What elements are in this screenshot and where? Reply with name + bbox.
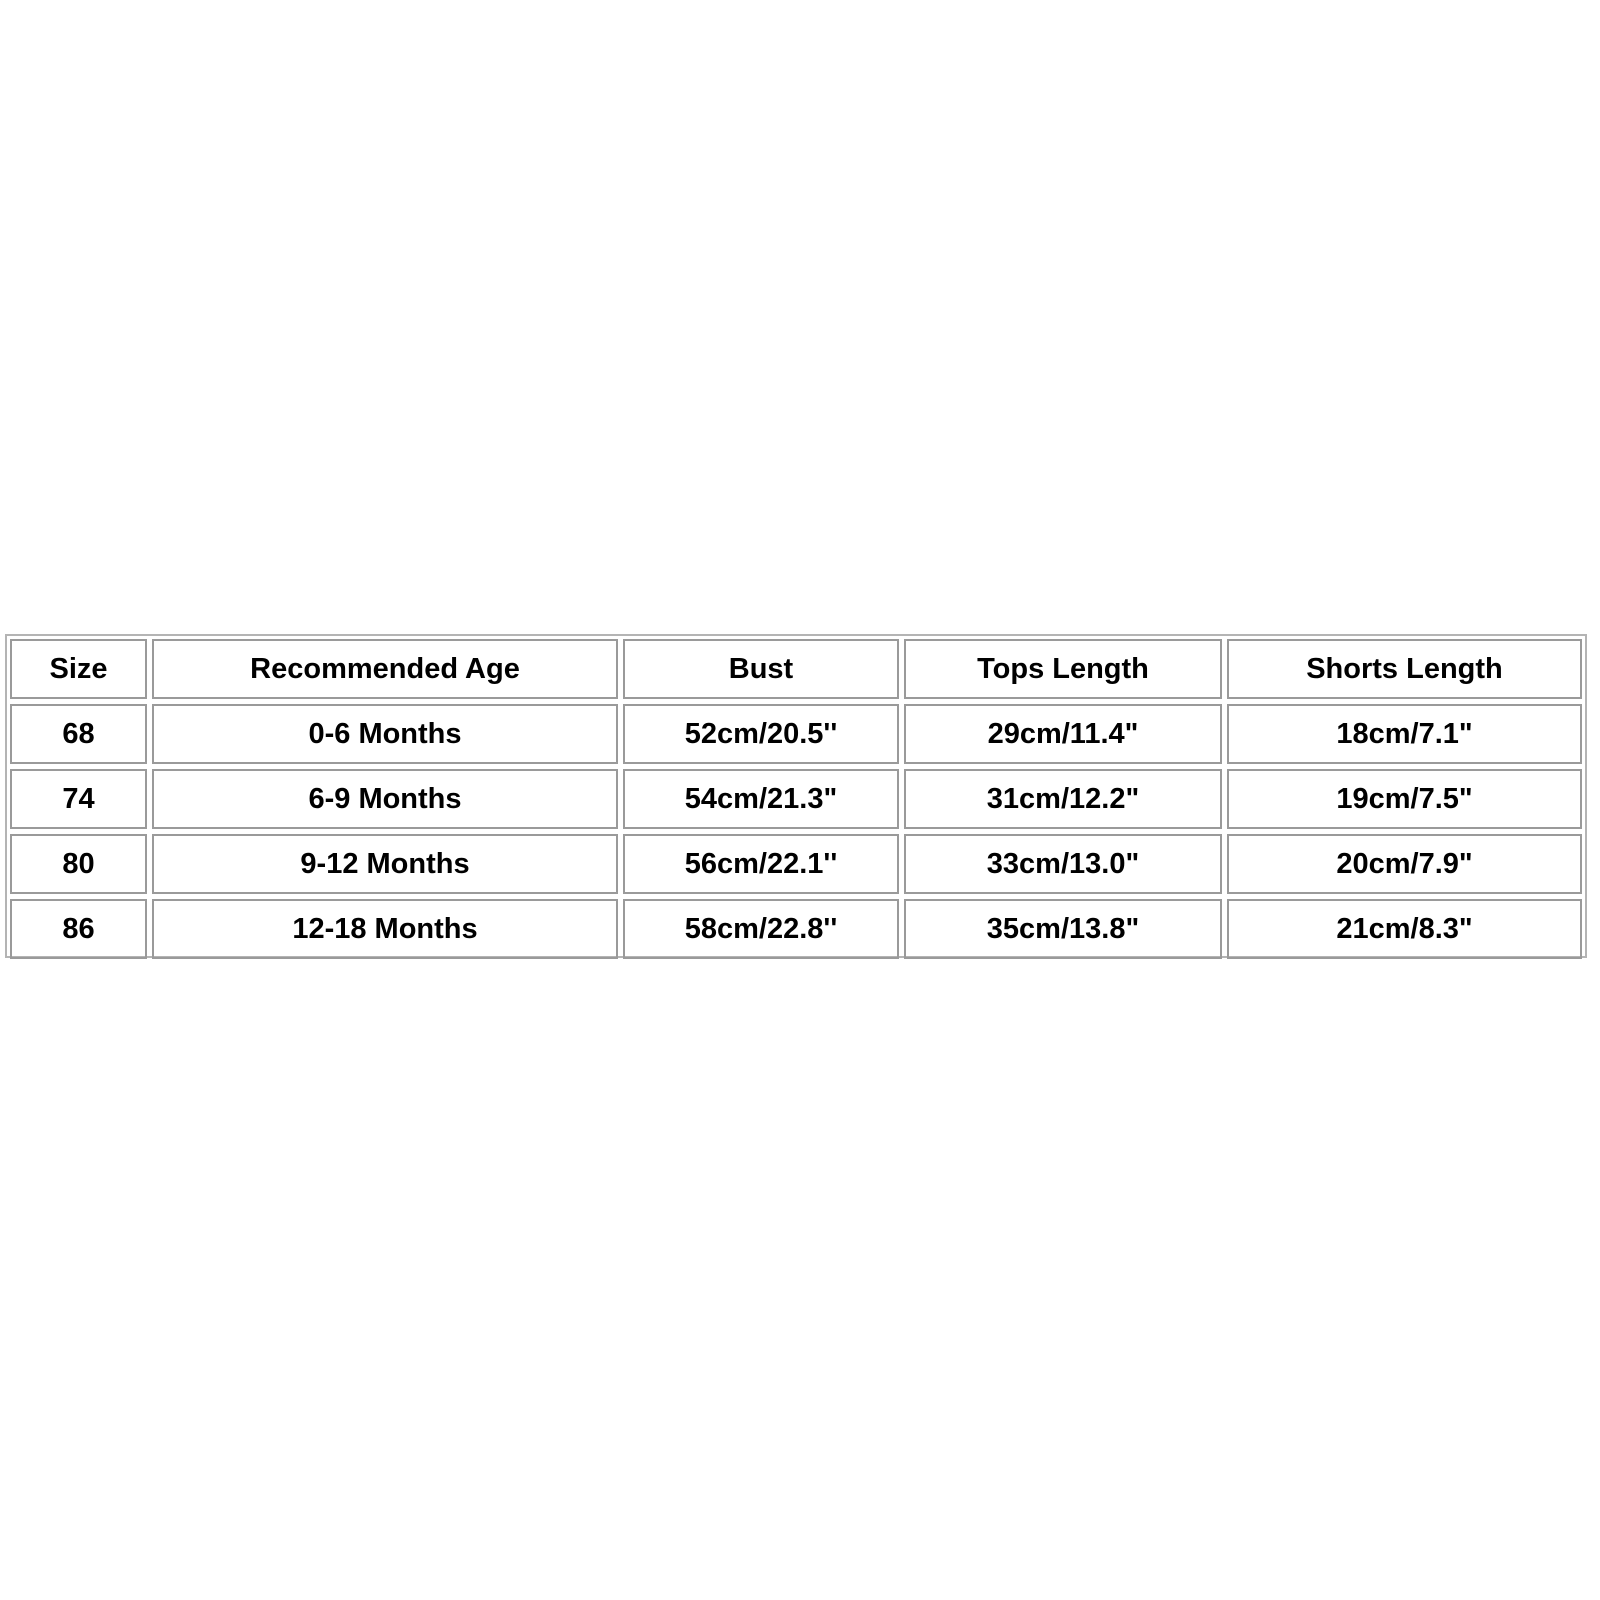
cell-shorts-length: 21cm/8.3" (1227, 899, 1582, 959)
cell-recommended-age: 0-6 Months (152, 704, 618, 764)
header-size: Size (10, 639, 147, 699)
cell-shorts-length: 19cm/7.5" (1227, 769, 1582, 829)
cell-size: 74 (10, 769, 147, 829)
cell-bust: 52cm/20.5'' (623, 704, 899, 764)
cell-recommended-age: 6-9 Months (152, 769, 618, 829)
table-row (10, 704, 1582, 764)
table-row (10, 899, 1582, 959)
cell-recommended-age: 12-18 Months (152, 899, 618, 959)
size-chart-table-frame (5, 634, 1587, 958)
cell-tops-length: 33cm/13.0" (904, 834, 1222, 894)
cell-shorts-length: 20cm/7.9" (1227, 834, 1582, 894)
cell-bust: 54cm/21.3" (623, 769, 899, 829)
header-row (10, 639, 1582, 699)
cell-tops-length: 35cm/13.8" (904, 899, 1222, 959)
size-chart-table (5, 634, 1587, 964)
header-tops-length: Tops Length (904, 639, 1222, 699)
cell-shorts-length: 18cm/7.1" (1227, 704, 1582, 764)
cell-size: 80 (10, 834, 147, 894)
cell-recommended-age: 9-12 Months (152, 834, 618, 894)
header-shorts-length: Shorts Length (1227, 639, 1582, 699)
cell-size: 68 (10, 704, 147, 764)
cell-tops-length: 31cm/12.2" (904, 769, 1222, 829)
cell-size: 86 (10, 899, 147, 959)
cell-bust: 58cm/22.8'' (623, 899, 899, 959)
header-recommended-age: Recommended Age (152, 639, 618, 699)
table-row (10, 769, 1582, 829)
table-row (10, 834, 1582, 894)
cell-tops-length: 29cm/11.4" (904, 704, 1222, 764)
cell-bust: 56cm/22.1'' (623, 834, 899, 894)
header-bust: Bust (623, 639, 899, 699)
